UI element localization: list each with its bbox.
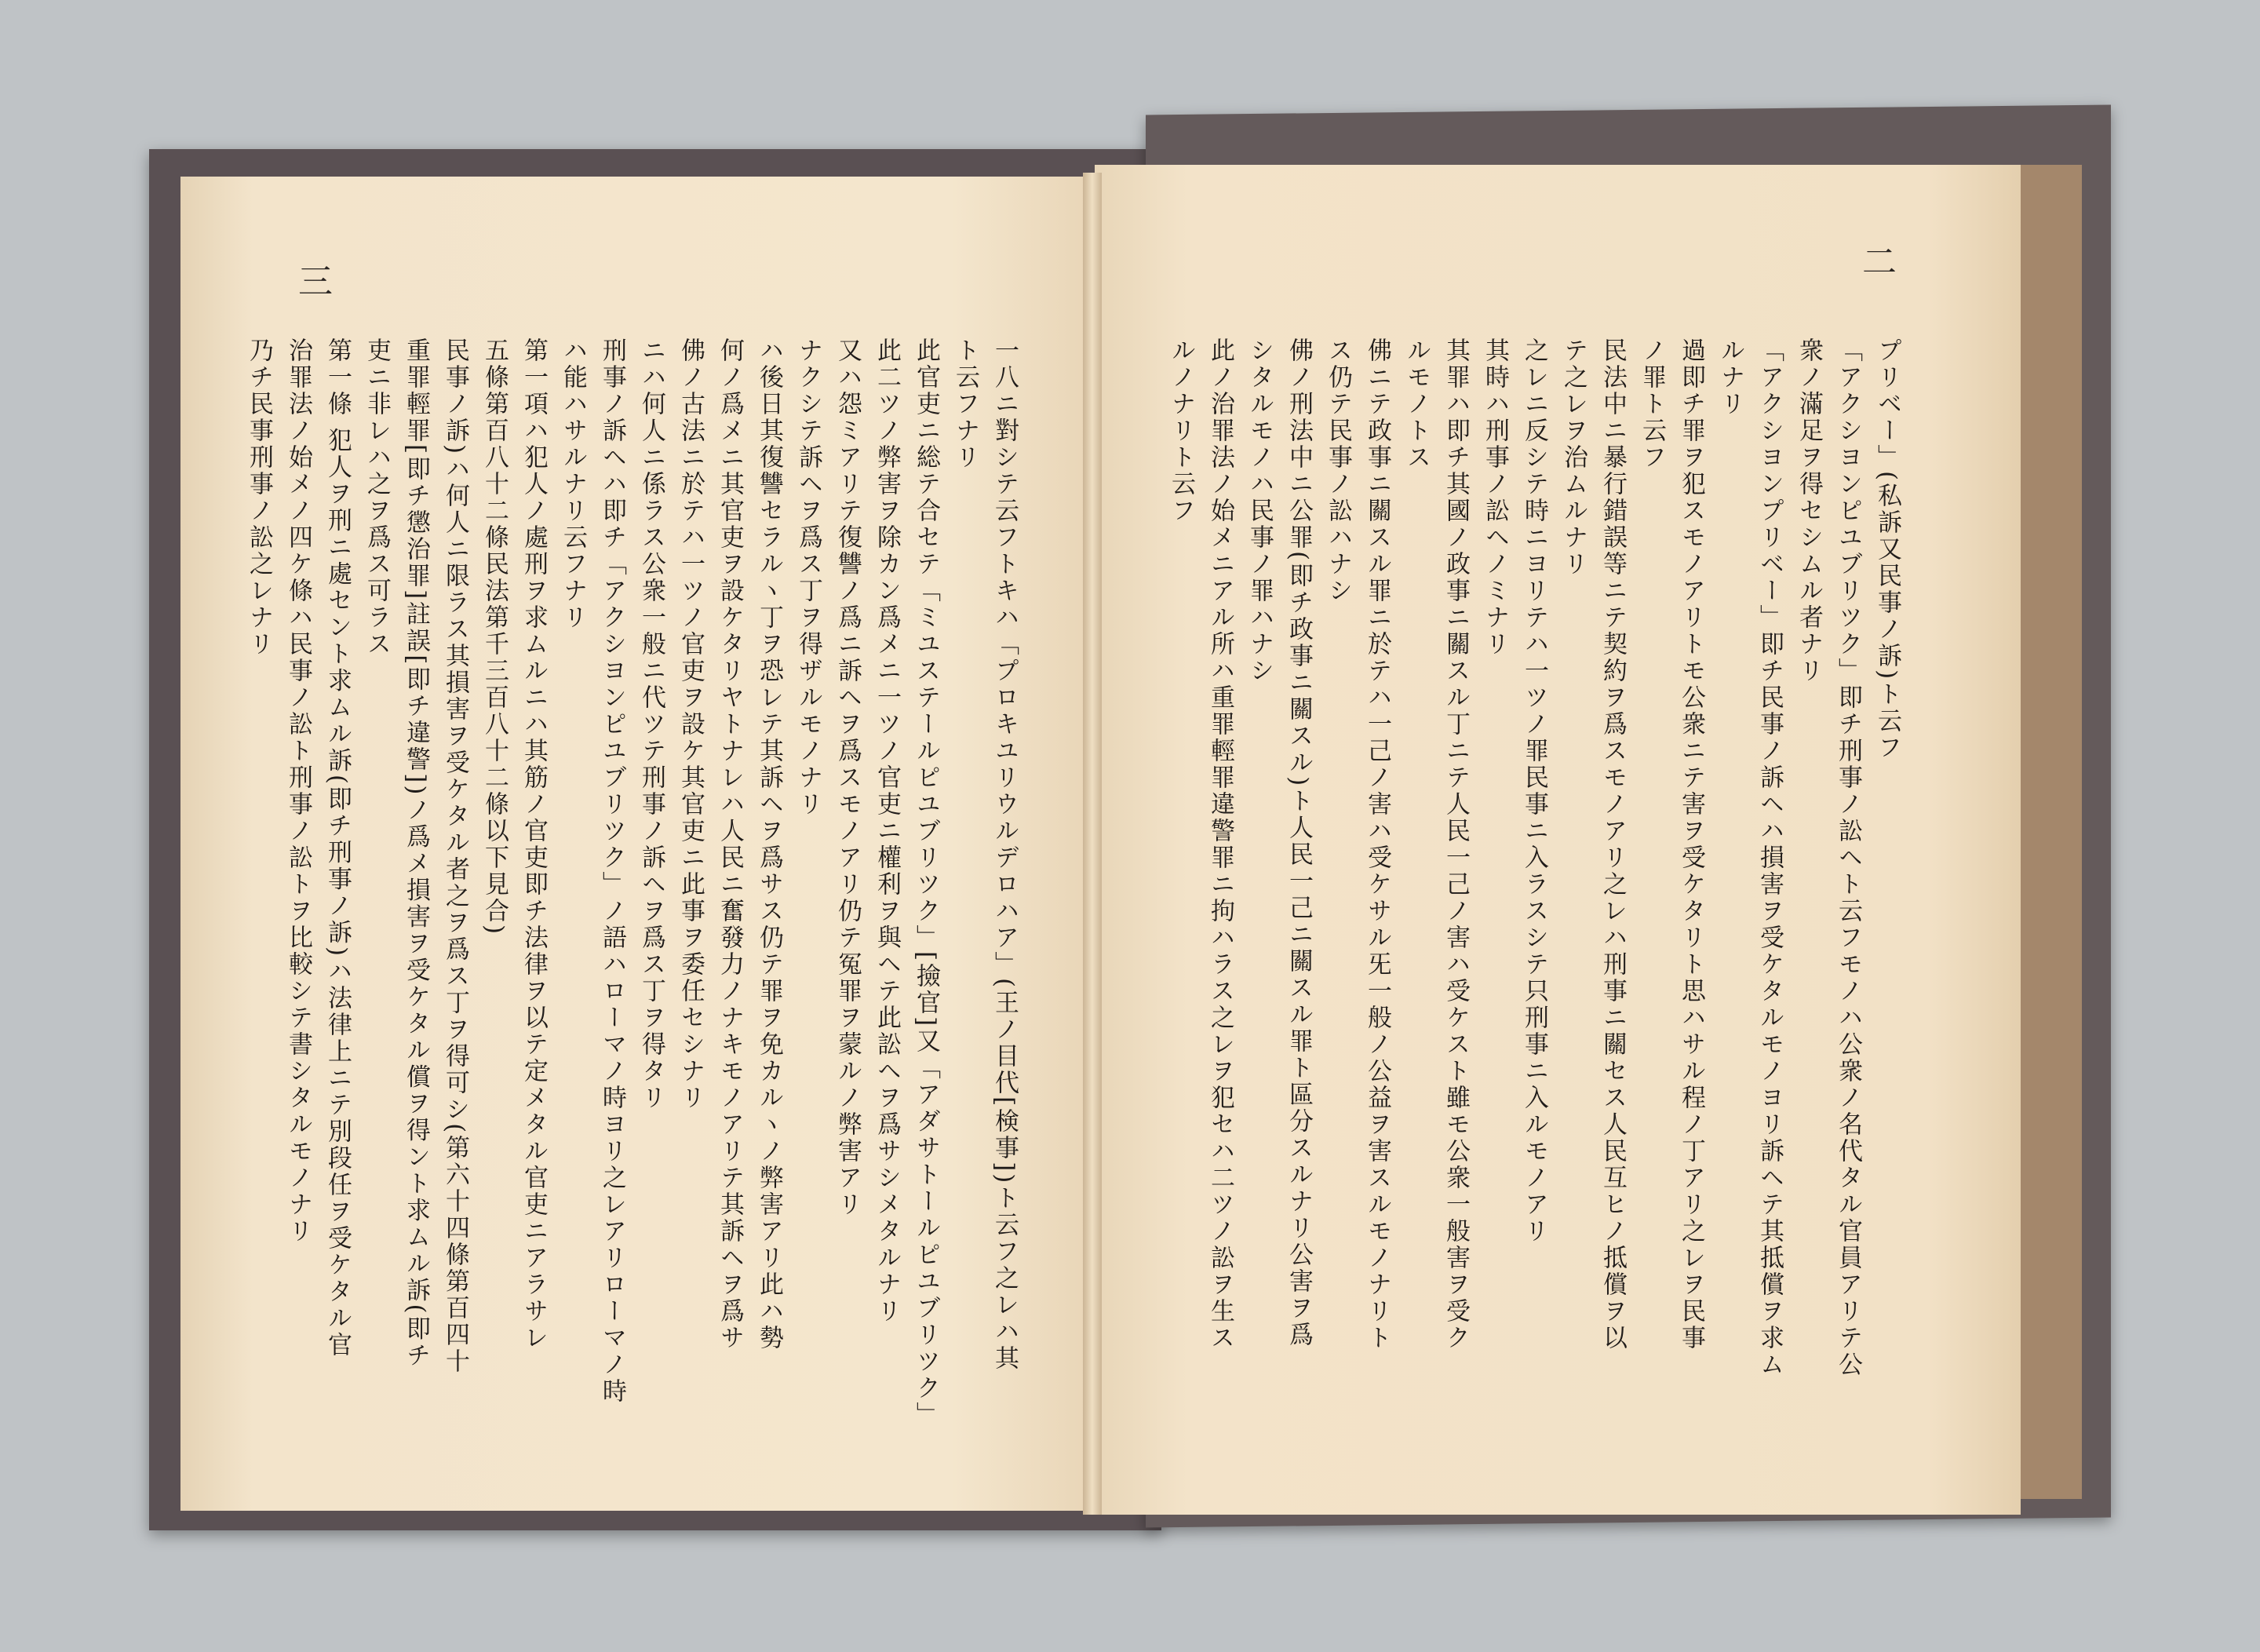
text-line: 此二ツノ弊害ヲ除カン爲メニ一ツノ官吏ニ權利ヲ與ヘテ此訟ヘヲ爲サシメタルナリ bbox=[873, 337, 901, 1325]
text-line: 佛ニテ政事ニ關スル罪ニ於テハ一己ノ害ハ受ケサル旡一般ノ公益ヲ害スルモノナリト bbox=[1363, 337, 1391, 1351]
text-line: 乃チ民事刑事ノ訟之レナリ bbox=[245, 337, 273, 658]
text-line: 其時ハ刑事ノ訟ヘノミナリ bbox=[1481, 337, 1509, 658]
left-page-number: 三 bbox=[292, 263, 332, 301]
text-line: ハ能ハサルナリ云フナリ bbox=[559, 337, 587, 631]
text-line: 佛ノ古法ニ於テハ一ツノ官吏ヲ設ケ其官吏ニ此事ヲ委任セシナリ bbox=[676, 337, 705, 1111]
text-line: 此ノ治罪法ノ始メニアル所ハ重罪輕罪違警罪ニ拘ハラス之レヲ犯セハ二ツノ訟ヲ生ス bbox=[1206, 337, 1234, 1351]
text-line: 此官吏ニ総テ合セテ「ミユステールピユブリツク」[撿官]又「アダサトールピユブリツク」 bbox=[912, 337, 940, 1429]
text-line: 「アクシヨンピユブリツク」即チ刑事ノ訟ヘト云フモノハ公衆ノ名代タル官員アリテ公 bbox=[1834, 337, 1862, 1378]
text-line: 吏ニ非レハ之ヲ爲ス可ラス bbox=[363, 337, 391, 658]
text-line: プリベー」(私訴又民事ノ訴)ト云フ bbox=[1873, 337, 1901, 762]
text-line: 「アクシヨンプリベー」即チ民事ノ訴ヘハ損害ヲ受ケタルモノヨリ訴ヘテ其抵償ヲ求ム bbox=[1755, 337, 1784, 1378]
text-line: 衆ノ滿足ヲ得セシムル者ナリ bbox=[1795, 337, 1823, 684]
text-line: 何ノ爲メニ其官吏ヲ設ケタリヤトナレハ人民ニ奮發力ノナキモノアリテ其訴ヘヲ爲サ bbox=[716, 337, 744, 1351]
text-line: 第一條 犯人ヲ刑ニ處セント求ムル訴(即チ刑事ノ訴)ハ法律上ニテ別段任ヲ受ケタル官 bbox=[323, 337, 352, 1359]
text-line: 重罪輕罪[即チ懲治罪]註誤[即チ違警])ノ爲メ損害ヲ受ケタル償ヲ得ント求ムル訴(即チ bbox=[402, 337, 430, 1369]
text-line: 過即チ罪ヲ犯スモノアリトモ公衆ニテ害ヲ受ケタリト思ハサル程ノ丁アリ之レヲ民事 bbox=[1677, 337, 1705, 1351]
text-line: 五條第百八十二條民法第千三百八十二條以下見合) bbox=[480, 337, 508, 937]
left-page-text bbox=[239, 337, 1024, 1452]
book-gutter bbox=[1083, 173, 1102, 1515]
text-line: ス仍テ民事ノ訟ハナシ bbox=[1324, 337, 1352, 604]
text-line: 刑事ノ訴ヘハ即チ「アクシヨンピユブリツク」ノ語ハローマノ時ヨリ之レアリローマノ時 bbox=[598, 337, 626, 1405]
text-line: 其罪ハ即チ其國ノ政事ニ關スル丁ニテ人民一己ノ害ハ受ケスト雖モ公衆一般害ヲ受ク bbox=[1442, 337, 1470, 1351]
text-line: 又ハ怨ミアリテ復讐ノ爲ニ訴ヘヲ爲スモノアリ仍テ冤罪ヲ蒙ルノ弊害アリ bbox=[833, 337, 862, 1218]
right-page-text bbox=[1161, 337, 1907, 1452]
text-line: ニハ何人ニ係ラス公衆一般ニ代ツテ刑事ノ訴ヘヲ爲ス丁ヲ得タリ bbox=[637, 337, 665, 1111]
text-line: シタルモノハ民事ノ罪ハナシ bbox=[1245, 337, 1274, 684]
text-line: 治罪法ノ始メノ四ケ條ハ民事ノ訟ト刑事ノ訟トヲ比較シテ書シタルモノナリ bbox=[284, 337, 312, 1245]
text-line: ノ罪ト云フ bbox=[1638, 337, 1666, 471]
text-line: 民法中ニ暴行錯誤等ニテ契約ヲ爲スモノアリ之レハ刑事ニ關セス人民互ヒノ抵償ヲ以 bbox=[1598, 337, 1627, 1351]
text-line: 一八ニ對シテ云フトキハ「プロキユリウルデロハア」(王ノ目代[検事])ト云フ之レハ其 bbox=[990, 337, 1019, 1373]
text-line: 民事ノ訴)ハ何人ニ限ラス其損害ヲ受ケタル者之ヲ爲ス丁ヲ得可シ(第六十四條第百四十 bbox=[441, 337, 469, 1376]
text-line: 第一項ハ犯人ノ處刑ヲ求ムルニハ其筋ノ官吏即チ法律ヲ以テ定メタル官吏ニアラサレ bbox=[519, 337, 548, 1351]
text-line: ト云フナリ bbox=[951, 337, 979, 471]
text-line: ルノナリト云フ bbox=[1167, 337, 1195, 524]
text-line: ルモノトス bbox=[1402, 337, 1431, 471]
text-line: テ之レヲ治ムルナリ bbox=[1559, 337, 1587, 578]
right-page-number: 二 bbox=[1856, 243, 1896, 281]
text-line: ナクシテ訴ヘヲ爲ス丁ヲ得ザルモノナリ bbox=[794, 337, 822, 818]
text-line: ルナリ bbox=[1716, 337, 1744, 418]
text-line: 之レニ反シテ時ニヨリテハ一ツノ罪民事ニ入ラスシテ只刑事ニ入ルモノアリ bbox=[1520, 337, 1548, 1245]
text-line: 佛ノ刑法中ニ公罪(即チ政事ニ關スル)ト人民一己ニ關スル罪ト區分スルナリ公害ヲ爲 bbox=[1285, 337, 1313, 1349]
text-line: ハ後日其復讐セラルヽ丁ヲ恐レテ其訴ヘヲ爲サス仍テ罪ヲ免カルヽノ弊害アリ此ハ勢 bbox=[755, 337, 783, 1351]
